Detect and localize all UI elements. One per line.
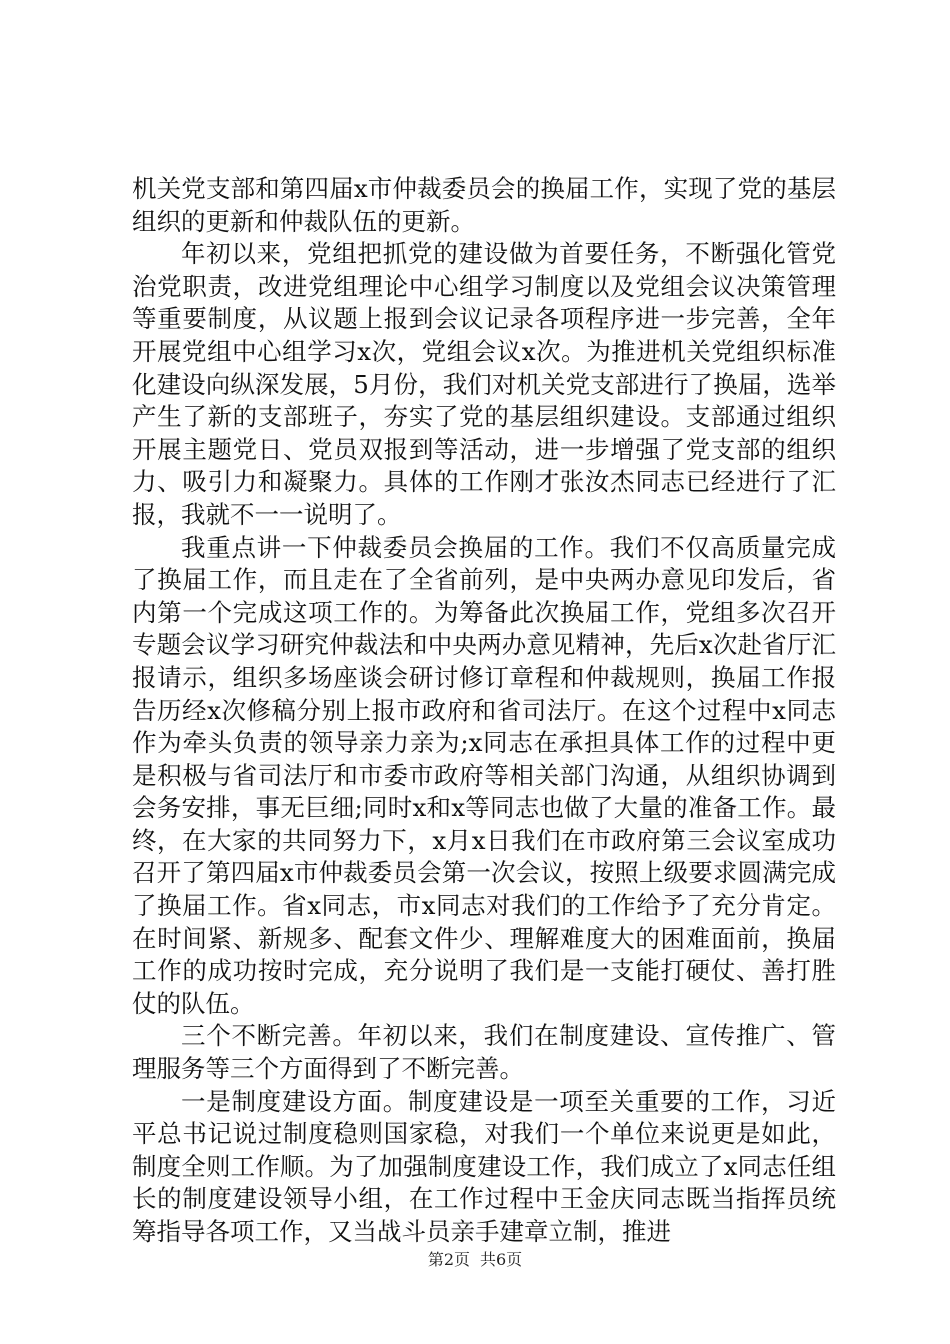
page-number: 第2页 bbox=[427, 1250, 470, 1269]
paragraph-4: 三个不断完善。年初以来，我们在制度建设、宣传推广、管理服务等三个方面得到了不断完善。 bbox=[132, 1021, 836, 1084]
paragraph-5: 一是制度建设方面。制度建设是一项至关重要的工作，习近平总书记说过制度稳则国家稳，对我们一个单位来说更是如此，制度全则工作顺。为了加强制度建设工作，我们成立了x同志任组长的制度建设领导小组，在工作过程中王金庆同志既当指挥员统筹指导各项工作，又当战斗员亲手建章立制，推进 bbox=[132, 1086, 836, 1246]
page-footer bbox=[0, 1247, 950, 1270]
paragraph-2: 年初以来，党组把抓党的建设做为首要任务，不断强化管党治党职责，改进党组理论中心组学习制度以及党组会议决策管理等重要制度，从议题上报到会议记录各项程序进一步完善，全年开展党组中心组学习x次，党组会议x次。为推进机关党组织标准化建设向纵深发展，5月份，我们对机关党支部进行了换届，选举产生了新的支部班子，夯实了党的基层组织建设。支部通过组织开展主题党日、党员双报到等活动，进一步增强了党支部的组织力、吸引力和凝聚力。具体的工作刚才张汝杰同志已经进行了汇报，我就不一一说明了。 bbox=[132, 239, 836, 529]
page-total: 共6页 bbox=[480, 1250, 523, 1269]
paragraph-3: 我重点讲一下仲裁委员会换届的工作。我们不仅高质量完成了换届工作，而且走在了全省前列，是中央两办意见印发后，省内第一个完成这项工作的。为筹备此次换届工作，党组多次召开专题会议学习研究仲裁法和中央两办意见精神，先后x次赴省厅汇报请示，组织多场座谈会研讨修订章程和仲裁规则，换届工作报告历经x次修稿分别上报市政府和省司法厅。在这个过程中x同志作为牵头负责的领导亲力亲为;x同志在承担具体工作的过程中更是积极与省司法厅和市委市政府等相关部门沟通，从组织协调到会务安排，事无巨细;同时x和x等同志也做了大量的准备工作。最终，在大家的共同努力下，x月x日我们在市政府第三会议室成功召开了第四届x市仲裁委员会第一次会议，按照上级要求圆满完成了换届工作。省x同志，市x同志对我们的工作给予了充分肯定。在时间紧、新规多、配套文件少、理解难度大的困难面前，换届工作的成功按时完成，充分说明了我们是一支能打硬仗、善打胜仗的队伍。 bbox=[132, 532, 836, 1018]
paragraph-1: 机关党支部和第四届x市仲裁委员会的换届工作，实现了党的基层组织的更新和仲裁队伍的更新。 bbox=[132, 174, 836, 236]
document-body bbox=[132, 173, 836, 1249]
